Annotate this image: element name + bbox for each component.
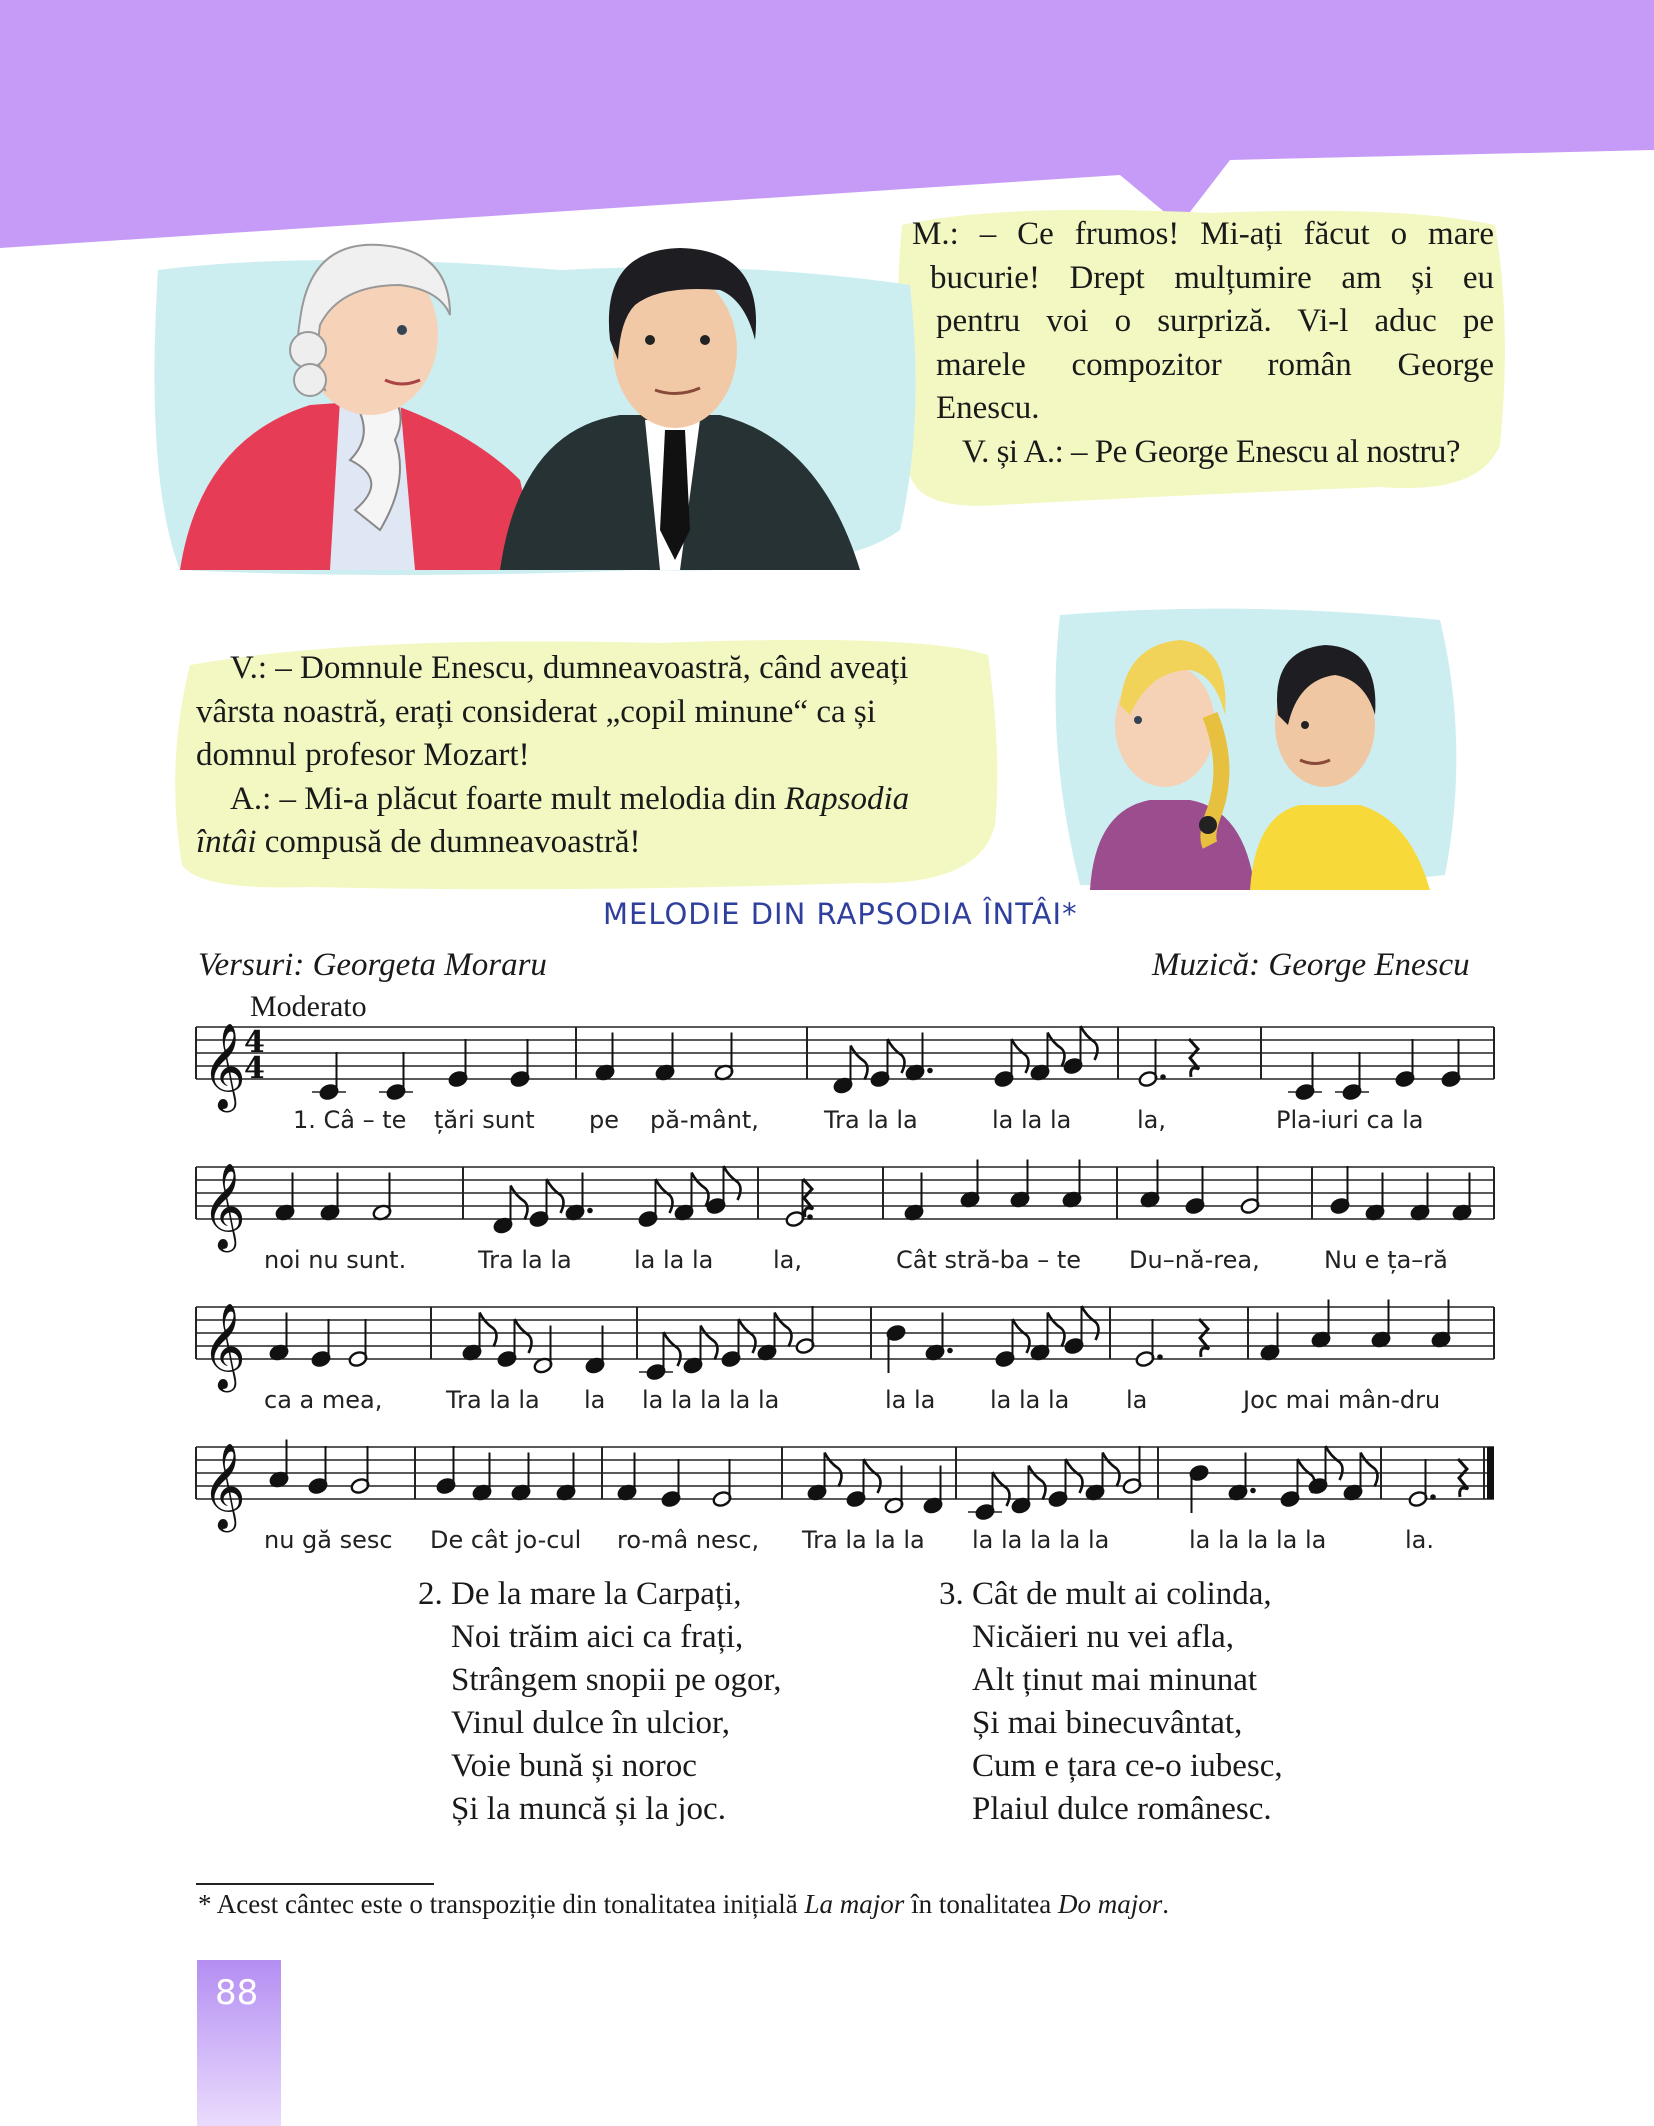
footnote-start: * Acest cântec este o transpoziție din tonalitatea inițială xyxy=(198,1889,805,1919)
treble-clef-icon: 𝄞 xyxy=(202,1443,246,1529)
lyric: Nu e ța–ră xyxy=(1324,1246,1448,1274)
tempo-marking: Moderato xyxy=(250,990,367,1023)
lyric: la la la xyxy=(634,1246,714,1274)
verse-line: Voie bună și noroc xyxy=(451,1748,697,1784)
quarter-rest-icon xyxy=(1458,1459,1468,1497)
lyrics-row-4 xyxy=(0,1526,1654,1558)
quarter-rest-icon xyxy=(1199,1319,1209,1357)
note-flag xyxy=(1012,1039,1029,1073)
note-dot xyxy=(927,1068,933,1074)
note-dot xyxy=(1430,1494,1436,1500)
lyric: la la la xyxy=(992,1106,1072,1134)
lyric: Joc mai mân-dru xyxy=(1243,1386,1441,1414)
treble-clef-icon: 𝄞 xyxy=(202,1303,246,1389)
dialog-top-line-2: bucurie! Drept mulțumire am și eu xyxy=(930,259,1494,296)
note-flag xyxy=(1361,1453,1378,1487)
note-flag xyxy=(480,1313,497,1347)
verse-line: Cum e țara ce-o iubesc, xyxy=(972,1748,1283,1784)
lyric: țări sunt xyxy=(434,1106,535,1134)
note-flag xyxy=(547,1179,564,1213)
treble-clef-icon: 𝄞 xyxy=(202,1023,246,1109)
lyric: Du–nă-rea, xyxy=(1129,1246,1260,1274)
verse-line: 3. Cât de mult ai colinda, xyxy=(939,1576,1272,1612)
verse-line: Nicăieri nu vei afla, xyxy=(972,1619,1235,1655)
footnote-italic-2: Do major xyxy=(1058,1889,1163,1919)
dialog-top-reply: V. și A.: – Pe George Enescu al nostru? xyxy=(962,433,1461,470)
footnote-end: . xyxy=(1162,1889,1170,1919)
note-flag xyxy=(656,1179,673,1213)
note-flag xyxy=(1326,1446,1343,1480)
dialog-top-line-1: M.: – Ce frumos! Mi-ați făcut o mare xyxy=(912,216,1494,252)
lyric: la xyxy=(1126,1386,1148,1414)
lyric: 1. Câ – te xyxy=(293,1106,407,1134)
note-flag xyxy=(1013,1319,1030,1353)
page-number: 88 xyxy=(215,1973,259,2013)
lyric: la la la xyxy=(990,1386,1070,1414)
time-signature-top: 4 xyxy=(244,1025,265,1060)
lyrics-row-1 xyxy=(0,1106,1654,1138)
song-title: MELODIE DIN RAPSODIA ÎNTÂI* xyxy=(603,897,1078,931)
lyric: la, xyxy=(773,1246,803,1274)
quarter-rest-icon xyxy=(1189,1039,1199,1077)
dialog-middle-line-1: V.: – Domnule Enescu, dumneavoastră, când aveați xyxy=(230,650,909,686)
lyric: Tra la la xyxy=(478,1246,572,1274)
footnote xyxy=(198,1889,1169,1920)
note-flag xyxy=(775,1313,792,1347)
verse-3 xyxy=(939,1573,1283,1831)
dialog-middle-line-2: vârsta noastră, erați considerat „copil minune“ ca și xyxy=(196,693,876,730)
lyric: De cât jo-cul xyxy=(430,1526,582,1554)
note-flag xyxy=(993,1472,1010,1506)
note-dot xyxy=(1250,1488,1256,1494)
note-flag xyxy=(1066,1459,1083,1493)
final-bar xyxy=(1487,1447,1494,1499)
dialog-a-italic-1: Rapsodia xyxy=(784,780,910,817)
dialog-top-line-5: Enescu. xyxy=(936,390,1040,426)
lyric: Tra la la la xyxy=(802,1526,925,1554)
lyric: la la la la la xyxy=(1189,1526,1327,1554)
note-dot xyxy=(807,1214,813,1220)
lyrics-credit: Versuri: Georgeta Moraru xyxy=(198,947,547,983)
time-signature-bottom: 4 xyxy=(244,1051,265,1086)
lyric: la la xyxy=(885,1386,936,1414)
note-flag xyxy=(701,1326,718,1360)
quarter-rest-icon xyxy=(803,1179,813,1217)
note-dot xyxy=(1157,1354,1163,1360)
verse-2 xyxy=(418,1573,781,1831)
dialog-a-end: compusă de dumneavoastră! xyxy=(256,824,641,860)
dialog-top-line-4: marele compozitor român George xyxy=(936,346,1494,383)
lyric: noi nu sunt. xyxy=(264,1246,407,1274)
note-flag xyxy=(825,1453,842,1487)
footnote-italic-1: La major xyxy=(804,1889,905,1919)
music-credit: Muzică: George Enescu xyxy=(1152,947,1470,983)
lyric: Pla-iuri ca la xyxy=(1276,1106,1424,1134)
lyric: la, xyxy=(1137,1106,1167,1134)
treble-clef-icon: 𝄞 xyxy=(202,1163,246,1249)
lyric: Cât stră-ba – te xyxy=(896,1246,1082,1274)
note-flag xyxy=(724,1166,741,1200)
lyric: ca a mea, xyxy=(264,1386,383,1414)
note-flag xyxy=(1081,1026,1098,1060)
note-flag xyxy=(864,1459,881,1493)
note-flag xyxy=(1048,1313,1065,1347)
verse-line: Strângem snopii pe ogor, xyxy=(451,1662,782,1698)
lyric: pă-mânt, xyxy=(650,1106,759,1134)
note-flag xyxy=(1103,1453,1120,1487)
dialog-middle-line-3: domnul profesor Mozart! xyxy=(196,737,530,773)
lyric: la la la la la xyxy=(642,1386,780,1414)
lyric: la la la la la xyxy=(972,1526,1110,1554)
note-dot xyxy=(587,1208,593,1214)
note-flag xyxy=(1048,1033,1065,1067)
dialog-a-start: A.: – Mi-a plăcut foarte mult melodia din xyxy=(230,780,785,817)
verse-line: Noi trăim aici ca frați, xyxy=(451,1619,744,1655)
note-flag xyxy=(664,1332,681,1366)
dialog-a-italic-2: întâi xyxy=(196,824,257,860)
lyrics-row-3 xyxy=(0,1386,1654,1418)
lyric: nu gă sesc xyxy=(264,1526,393,1554)
verse-line: Plaiul dulce românesc. xyxy=(972,1791,1272,1827)
note-dot xyxy=(947,1348,953,1354)
verse-line: Alt ținut mai minunat xyxy=(972,1662,1258,1698)
note-dot xyxy=(1160,1074,1166,1080)
note-flag xyxy=(888,1039,905,1073)
lyrics-row-2 xyxy=(0,1246,1654,1278)
verse-line: Și mai binecuvântat, xyxy=(972,1705,1243,1741)
lyric: la. xyxy=(1405,1526,1435,1554)
dialog-top-line-3: pentru voi o surpriză. Vi-l aduc pe xyxy=(936,303,1494,339)
note-flag xyxy=(739,1319,756,1353)
note-flag xyxy=(851,1046,868,1080)
verse-line: Vinul dulce în ulcior, xyxy=(451,1705,730,1741)
lyric: Tra la la xyxy=(446,1386,540,1414)
footnote-middle: în tonalitatea xyxy=(904,1889,1059,1919)
note-flag xyxy=(1082,1306,1099,1340)
lyric: Tra la la xyxy=(824,1106,918,1134)
lyric: pe xyxy=(589,1106,619,1134)
lyric: ro-mâ nesc, xyxy=(617,1526,760,1554)
note-flag xyxy=(692,1173,709,1207)
note-flag xyxy=(515,1319,532,1353)
note-flag xyxy=(511,1186,528,1220)
footnote-rule xyxy=(196,1883,434,1885)
verse-line: 2. De la mare la Carpați, xyxy=(418,1576,742,1612)
verse-line: Și la muncă și la joc. xyxy=(451,1791,726,1827)
lyric: la xyxy=(584,1386,606,1414)
note-flag xyxy=(1029,1466,1046,1500)
